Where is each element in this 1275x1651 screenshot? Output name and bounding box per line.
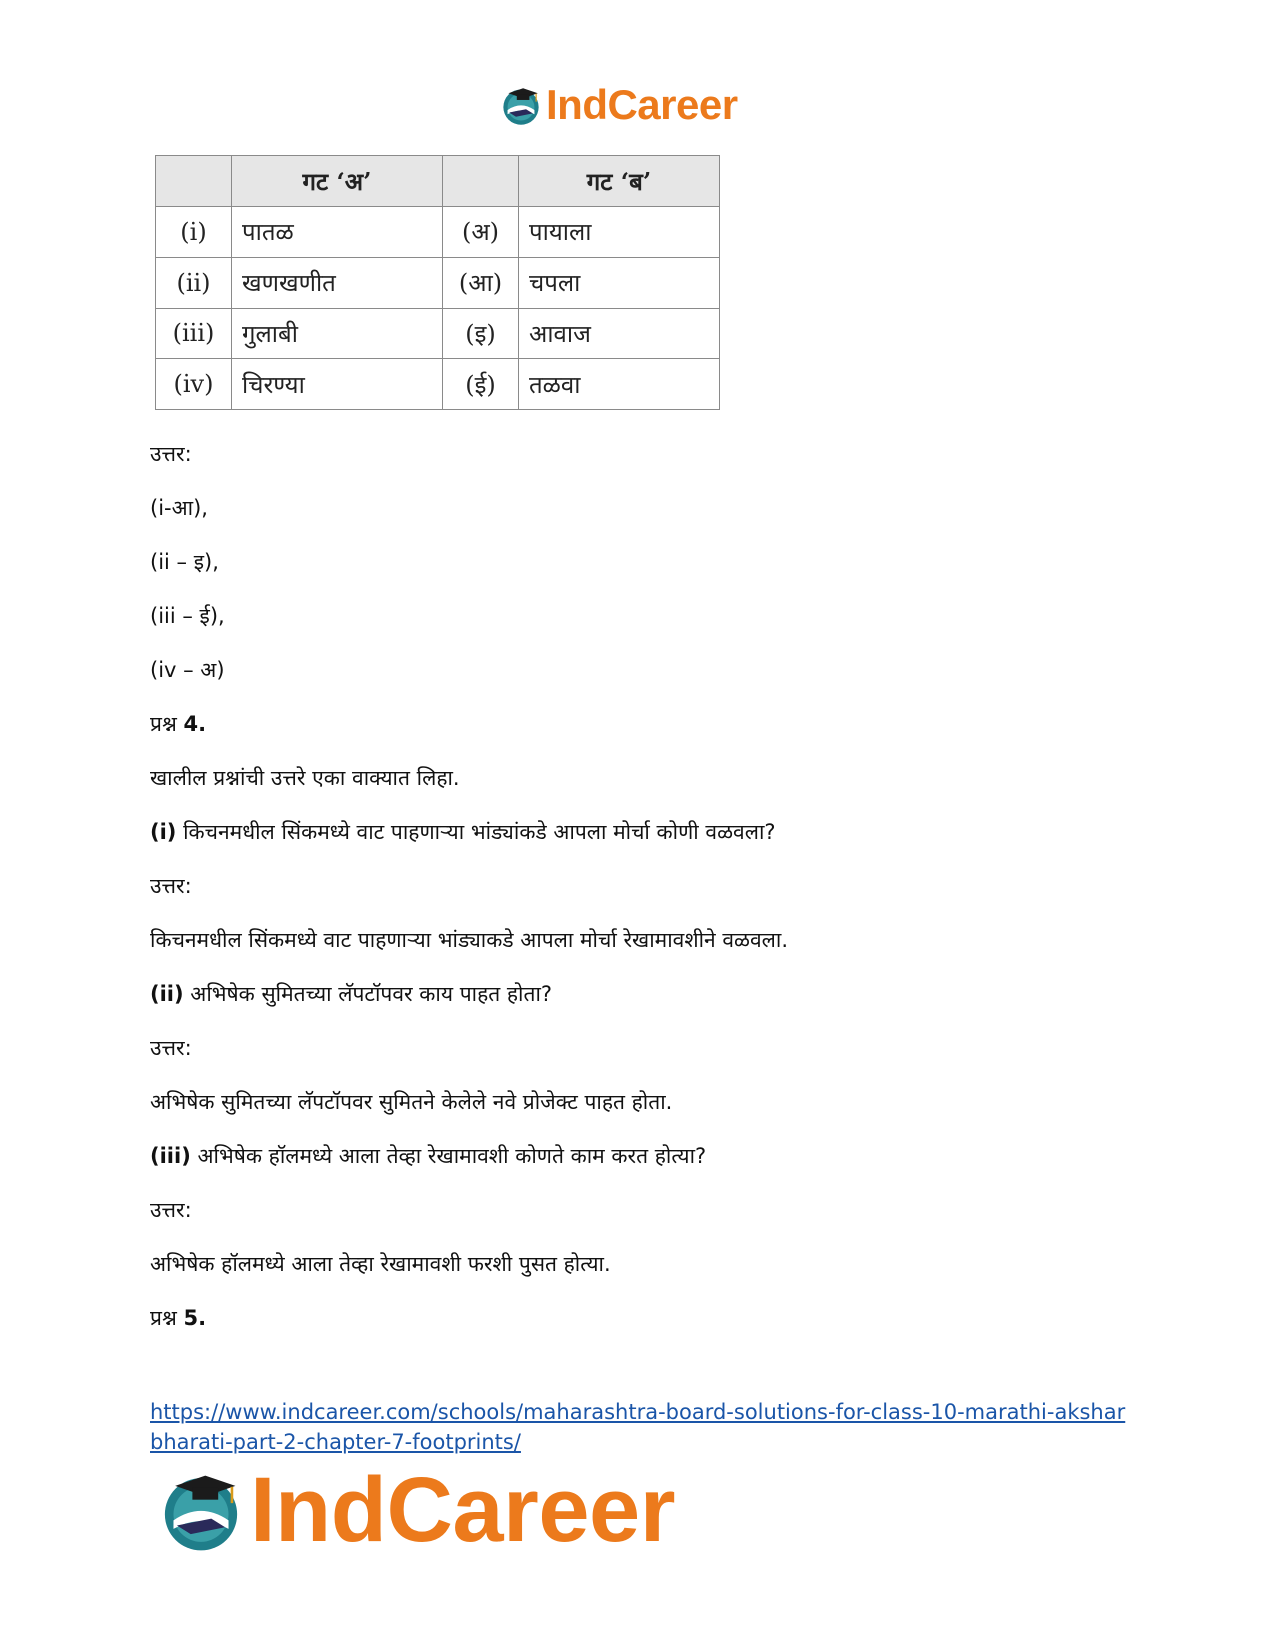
question-item-text: किचनमधील सिंकमध्ये वाट पाहणाऱ्या भांड्यांकडे आपला मोर्चा कोणी वळवला? [183, 820, 776, 844]
table-header-cell [443, 156, 519, 207]
table-header-cell: गट ‘अ’ [232, 156, 443, 207]
table-row [156, 257, 720, 308]
source-link[interactable]: https://www.indcareer.com/schools/maharashtra-board-solutions-for-class-10-marathi-aksharbharati-part-2-chapter-7-footprints/ [150, 1400, 1126, 1454]
matching-table [155, 155, 720, 410]
match-answer: (ii – इ), [150, 550, 219, 574]
brand-wordmark: IndCareer [250, 1459, 675, 1561]
table-cell: (iii) [156, 308, 232, 359]
question-prefix: प्रश्न [150, 1306, 177, 1330]
question-item-number: (i) [150, 820, 177, 844]
question-item [150, 1142, 706, 1170]
answer-label: उत्तर: [150, 874, 192, 898]
answer-label: उत्तर: [150, 1198, 192, 1222]
table-cell: (ii) [156, 257, 232, 308]
table-cell: (i) [156, 207, 232, 258]
answer-text: किचनमधील सिंकमध्ये वाट पाहणाऱ्या भांड्याकडे आपला मोर्चा रेखामावशीने वळवला. [150, 928, 789, 952]
table-row [156, 308, 720, 359]
answer-text: अभिषेक हॉलमध्ये आला तेव्हा रेखामावशी फरशी पुसत होत्या. [150, 1252, 611, 1276]
table-header-cell [156, 156, 232, 207]
graduate-globe-icon [158, 1467, 244, 1553]
question-number: 5. [183, 1306, 207, 1330]
table-row [156, 359, 720, 410]
table-cell: चिरण्या [232, 359, 443, 410]
question-item-number: (ii) [150, 982, 184, 1006]
table-header-row [156, 156, 720, 207]
table-cell: (iv) [156, 359, 232, 410]
answer-label: उत्तर: [150, 442, 192, 466]
question-item [150, 980, 552, 1008]
match-answer: (iii – ई), [150, 604, 225, 628]
header-logo [500, 80, 738, 130]
question-item-text: अभिषेक सुमितच्या लॅपटॉपवर काय पाहत होता? [190, 982, 553, 1006]
answer-label: उत्तर: [150, 1036, 192, 1060]
match-answer: (iv – अ) [150, 658, 225, 682]
question-prefix: प्रश्न [150, 712, 177, 736]
table-cell: (इ) [443, 308, 519, 359]
match-answer: (i-आ), [150, 496, 208, 520]
question-heading [150, 1304, 206, 1332]
table-header-cell: गट ‘ब’ [519, 156, 720, 207]
question-item [150, 818, 776, 846]
table-cell: खणखणीत [232, 257, 443, 308]
question-item-number: (iii) [150, 1144, 191, 1168]
table-cell: (अ) [443, 207, 519, 258]
table-cell: आवाज [519, 308, 720, 359]
table-cell: तळवा [519, 359, 720, 410]
table-cell: गुलाबी [232, 308, 443, 359]
table-cell: पातळ [232, 207, 443, 258]
table-cell: (आ) [443, 257, 519, 308]
answer-text: अभिषेक सुमितच्या लॅपटॉपवर सुमितने केलेले नवे प्रोजेक्ट पाहत होता. [150, 1090, 673, 1114]
brand-wordmark: IndCareer [546, 81, 738, 128]
table-cell: (ई) [443, 359, 519, 410]
table-cell: चपला [519, 257, 720, 308]
question-instruction: खालील प्रश्नांची उत्तरे एका वाक्यात लिहा. [150, 766, 460, 790]
graduate-globe-icon [500, 84, 542, 126]
question-item-text: अभिषेक हॉलमध्ये आला तेव्हा रेखामावशी कोणते काम करत होत्या? [197, 1144, 707, 1168]
table-cell: पायाला [519, 207, 720, 258]
footer-logo [158, 1459, 675, 1561]
question-number: 4. [183, 712, 207, 736]
table-row [156, 207, 720, 258]
question-heading [150, 710, 206, 738]
